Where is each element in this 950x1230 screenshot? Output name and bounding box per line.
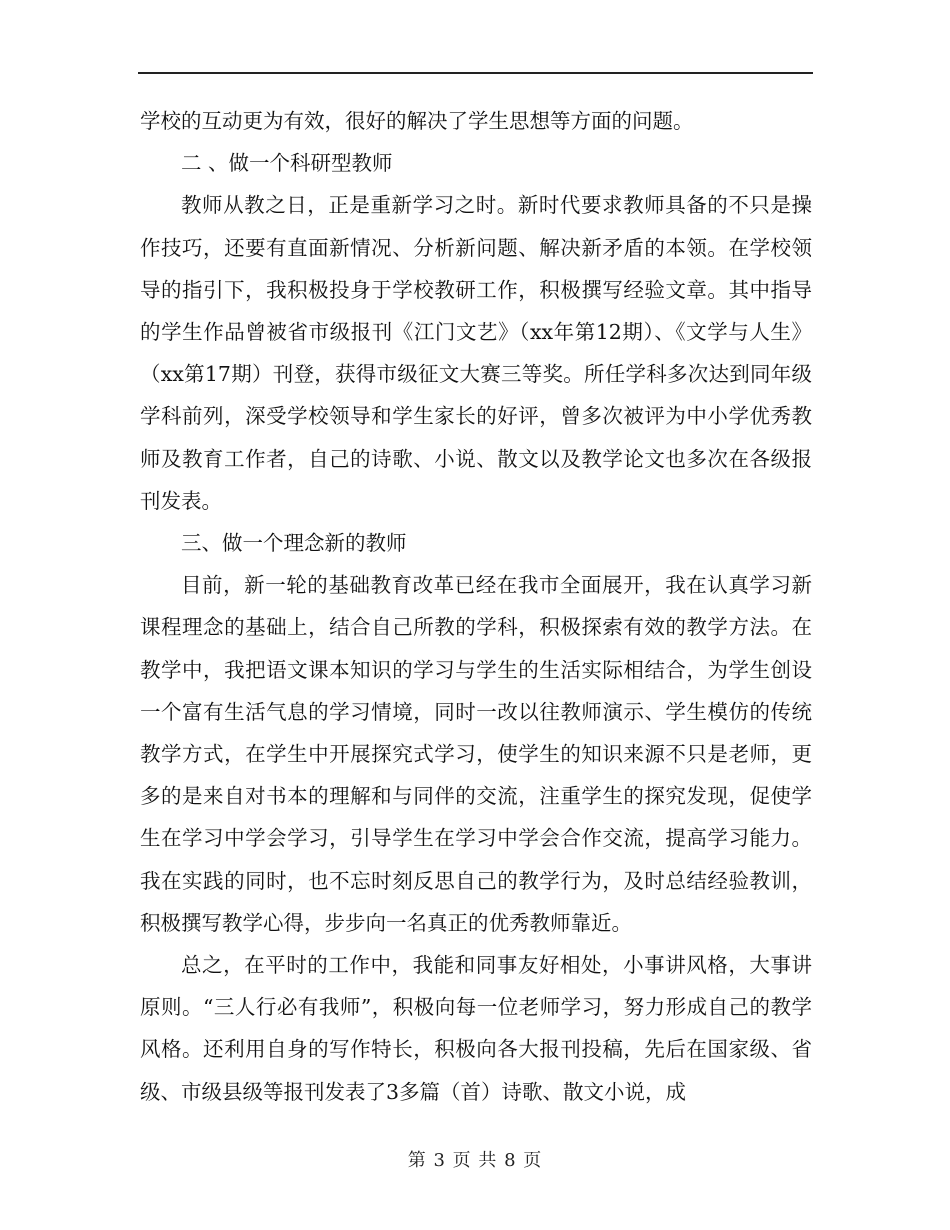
- header-rule: [138, 72, 813, 74]
- section-heading-new-concept-teacher: 三、做一个理念新的教师: [181, 531, 407, 556]
- document-body: [140, 100, 812, 1113]
- section-heading-research-teacher: 二 、做一个科研型教师: [181, 151, 393, 176]
- paragraph-summary: 总之，在平时的工作中，我能和同事友好相处，小事讲风格，大事讲原则。“三人行必有我师”，积极向每一位老师学习，努力形成自己的教学风格。还利用自身的写作特长，积极向各大报刊投稿，先后在国家级、省级、市级县级等报刊发表了3多篇（首）诗歌、散文小说，成: [140, 953, 812, 1104]
- paragraph-new-concept: 目前，新一轮的基础教育改革已经在我市全面展开，我在认真学习新课程理念的基础上，结合自己所教的学科，积极探索有效的教学方法。在教学中，我把语文课本知识的学习与学生的生活实际相结合，为学生创设一个富有生活气息的学习情境，同时一改以往教师演示、学生模仿的传统教学方式，在学生中开展探究式学习，使学生的知识来源不只是老师，更多的是来自对书本的理解和与同伴的交流，注重学生的探究发现，促使学生在学习中学会学习，引导学生在学习中学会合作交流，提高学习能力。我在实践的同时，也不忘时刻反思自己的教学行为，及时总结经验教训，积极撰写教学心得，步步向一名真正的优秀教师靠近。: [140, 573, 812, 935]
- paragraph-research: 教师从教之日，正是重新学习之时。新时代要求教师具备的不只是操作技巧，还要有直面新情况、分析新问题、解决新矛盾的本领。在学校领导的指引下，我积极投身于学校教研工作，积极撰写经验文章。其中指导的学生作品曾被省市级报刊《江门文艺》（xx年第12期）、《文学与人生》（xx第17期）刊登，获得市级征文大赛三等奖。所任学科多次达到同年级学科前列，深受学校领导和学生家长的好评，曾多次被评为中小学优秀教师及教育工作者，自己的诗歌、小说、散文以及教学论文也多次在各级报刊发表。: [140, 193, 812, 513]
- page-number: 第 3 页 共 8 页: [407, 1150, 543, 1171]
- paragraph-continuation: 学校的互动更为有效，很好的解决了学生思想等方面的问题。: [140, 109, 694, 133]
